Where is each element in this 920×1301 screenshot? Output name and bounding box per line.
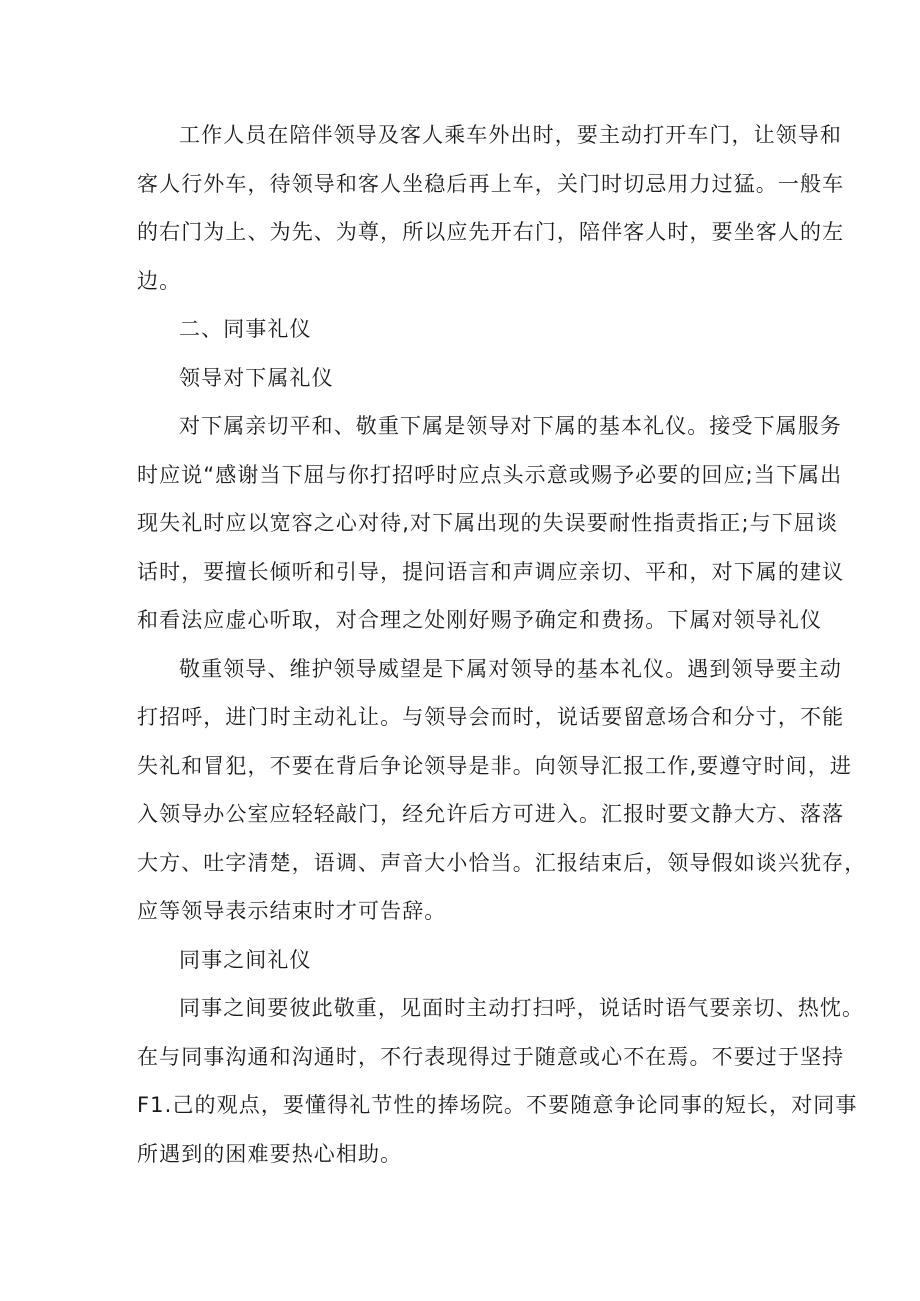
paragraph-line: 在与同事沟通和沟通时，不行表现得过于随意或心不在焉。不要过于坚持 bbox=[137, 1045, 845, 1069]
paragraph-line: 现失礼时应以宽容之心对待,对下属出现的失误要耐性指责指正;与下屈谈 bbox=[137, 511, 839, 535]
paragraph-line: 应等领导表示结束时才可告辞。 bbox=[137, 899, 447, 923]
paragraph-line: 失礼和冒犯，不要在背后争论领导是非。向领导汇报工作,要遵守时间，进 bbox=[137, 754, 852, 778]
paragraph-line: 大方、吐字清楚，语调、声音大小恰当。汇报结束后，领导假如谈兴犹存， bbox=[137, 851, 867, 875]
paragraph-line: 和看法应虚心听取，对合理之处刚好赐予确定和费扬。下属对领导礼仪 bbox=[137, 608, 823, 632]
paragraph-line: 打招呼，进门时主动礼让。与领导会而时，说话要留意场合和分寸，不能 bbox=[137, 705, 845, 729]
paragraph-line: 客人行外车，待领导和客人坐稳后再上车，关门时切忌用力过猛。一般车 bbox=[137, 172, 845, 196]
paragraph-line: 同事之间要彼此敬重，见面时主动打扫呼，说话时语气要亲切、热忱。 bbox=[179, 996, 865, 1020]
paragraph-line: 话时，要擅长倾听和引导，提问语言和声调应亲切、平和，对下属的建议 bbox=[137, 560, 845, 584]
paragraph-line: 时应说“感谢当下屈与你打招呼时应点头示意或赐予必要的回应;当下属出 bbox=[137, 463, 843, 487]
paragraph-line: 边。 bbox=[137, 269, 182, 293]
paragraph-line: 敬重领导、维护领导威望是下属对领导的基本礼仪。遇到领导要主动 bbox=[179, 657, 842, 681]
paragraph-line: F1.己的观点，要懂得礼节性的捧场院。不要随意争论同事的短长，对同事 bbox=[137, 1093, 858, 1117]
subheading-text: 领导对下属礼仪 bbox=[179, 366, 334, 390]
heading-text: 二、同事礼仪 bbox=[179, 317, 312, 341]
paragraph-line: 所遇到的困难要热心相助。 bbox=[137, 1142, 403, 1166]
paragraph-line: 对下属亲切平和、敬重下属是领导对下属的基本礼仪。接受下属服务 bbox=[179, 414, 842, 438]
subheading-text: 同事之间礼仪 bbox=[179, 948, 312, 972]
paragraph-line: 入领导办公室应轻轻敲门，经允许后方可进入。汇报时要文静大方、落落 bbox=[137, 802, 845, 826]
paragraph-line: 的右门为上、为先、为尊，所以应先开右门，陪伴客人时，要坐客人的左 bbox=[137, 220, 845, 244]
paragraph-line: 工作人员在陪伴领导及客人乘车外出时，要主动打开车门，让领导和 bbox=[179, 123, 842, 147]
